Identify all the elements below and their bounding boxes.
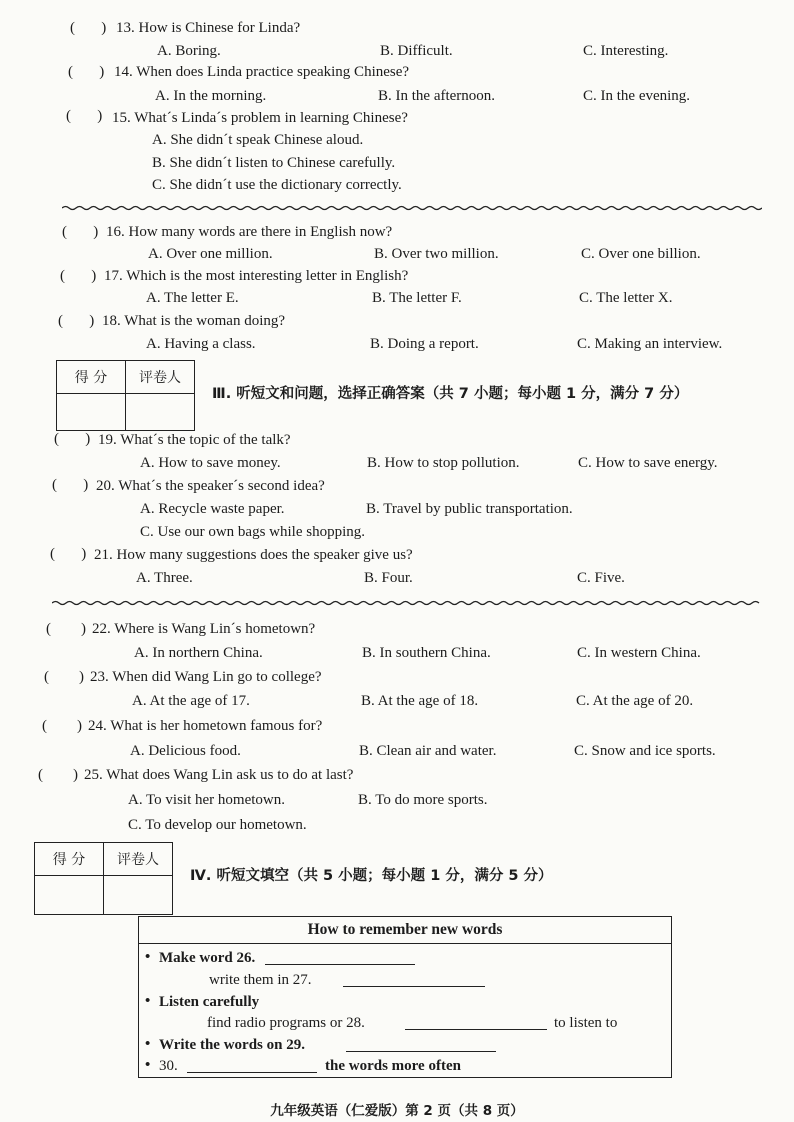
option-24-b: B. Clean air and water. <box>359 743 497 759</box>
grader-cell[interactable] <box>126 394 195 431</box>
option-16-a: A. Over one million. <box>148 246 273 262</box>
question-25: 25. What does Wang Lin ask us to do at last? <box>84 767 354 783</box>
option-25-b: B. To do more sports. <box>358 792 488 808</box>
option-21-b: B. Four. <box>364 570 413 586</box>
option-15-a: A. She didn´t speak Chinese aloud. <box>152 132 364 148</box>
answer-blank-14[interactable]: ( ) <box>68 64 105 80</box>
question-21: 21. How many suggestions does the speaker give us? <box>94 547 413 563</box>
option-22-b: B. In southern China. <box>362 645 491 661</box>
option-19-b: B. How to stop pollution. <box>367 455 520 471</box>
item-28-text: find radio programs or 28. <box>207 1015 365 1031</box>
score-table-section-3 <box>56 360 195 431</box>
answer-blank-13[interactable]: ( ) <box>70 20 107 36</box>
answer-blank-24[interactable]: ( ) <box>42 718 82 734</box>
item-listen-head: Listen carefully <box>159 994 260 1010</box>
option-25-c: C. To develop our hometown. <box>128 817 307 833</box>
grader-label: 评卷人 <box>104 843 173 876</box>
section-3-title: Ⅲ. 听短文和问题，选择正确答案（共 7 小题；每小题 1 分，满分 7 分） <box>212 386 689 402</box>
option-18-c: C. Making an interview. <box>577 336 723 352</box>
score-cell[interactable] <box>35 876 104 915</box>
word-memory-box <box>138 916 672 1078</box>
item-29-head: Write the words on 29. <box>159 1037 305 1053</box>
option-23-b: B. At the age of 18. <box>361 693 479 709</box>
option-17-b: B. The letter F. <box>372 290 462 306</box>
option-14-a: A. In the morning. <box>155 88 267 104</box>
item-27-text: write them in 27. <box>209 972 312 988</box>
score-label: 得 分 <box>57 361 126 394</box>
grader-label: 评卷人 <box>126 361 195 394</box>
option-23-a: A. At the age of 17. <box>132 693 250 709</box>
answer-blank-20[interactable]: ( ) <box>52 477 89 493</box>
section-4-title: Ⅳ. 听短文填空（共 5 小题；每小题 1 分，满分 5 分） <box>190 868 553 884</box>
option-17-c: C. The letter X. <box>579 290 673 306</box>
option-15-c: C. She didn´t use the dictionary correctly. <box>152 177 402 193</box>
score-label: 得 分 <box>35 843 104 876</box>
item-28-tail: to listen to <box>554 1015 618 1031</box>
option-16-b: B. Over two million. <box>374 246 499 262</box>
item-30-tail: the words more often <box>325 1058 461 1074</box>
option-17-a: A. The letter E. <box>146 290 239 306</box>
score-table-section-4 <box>34 842 173 915</box>
option-21-c: C. Five. <box>577 570 625 586</box>
page-footer: 九年级英语（仁爱版）第 2 页（共 8 页） <box>270 1103 524 1119</box>
blank-26[interactable] <box>265 950 415 970</box>
option-13-a: A. Boring. <box>157 43 221 59</box>
option-21-a: A. Three. <box>136 570 193 586</box>
option-19-c: C. How to save energy. <box>578 455 718 471</box>
answer-blank-18[interactable]: ( ) <box>58 313 95 329</box>
question-24: 24. What is her hometown famous for? <box>88 718 323 734</box>
answer-blank-22[interactable]: ( ) <box>46 621 86 637</box>
answer-blank-16[interactable]: ( ) <box>62 224 99 240</box>
bullet-26: • <box>145 949 151 965</box>
wavy-divider <box>52 600 762 606</box>
question-18: 18. What is the woman doing? <box>102 313 286 329</box>
answer-blank-23[interactable]: ( ) <box>44 669 84 685</box>
option-23-c: C. At the age of 20. <box>576 693 694 709</box>
question-19: 19. What´s the topic of the talk? <box>98 432 291 448</box>
option-20-b: B. Travel by public transportation. <box>366 501 573 517</box>
question-14: 14. When does Linda practice speaking Chinese? <box>114 64 410 80</box>
option-22-a: A. In northern China. <box>134 645 263 661</box>
blank-29[interactable] <box>346 1037 496 1057</box>
option-15-b: B. She didn´t listen to Chinese carefully. <box>152 155 396 171</box>
question-17: 17. Which is the most interesting letter in English? <box>104 268 409 284</box>
score-cell[interactable] <box>57 394 126 431</box>
option-24-a: A. Delicious food. <box>130 743 241 759</box>
question-16: 16. How many words are there in English now? <box>106 224 393 240</box>
option-20-c: C. Use our own bags while shopping. <box>140 524 365 540</box>
answer-blank-17[interactable]: ( ) <box>60 268 97 284</box>
answer-blank-21[interactable]: ( ) <box>50 546 87 562</box>
wavy-divider <box>62 205 762 211</box>
option-24-c: C. Snow and ice sports. <box>574 743 716 759</box>
option-25-a: A. To visit her hometown. <box>128 792 285 808</box>
answer-blank-15[interactable]: ( ) <box>66 108 103 124</box>
question-22: 22. Where is Wang Lin´s hometown? <box>92 621 316 637</box>
option-18-a: A. Having a class. <box>146 336 256 352</box>
option-13-c: C. Interesting. <box>583 43 669 59</box>
option-20-a: A. Recycle waste paper. <box>140 501 285 517</box>
answer-blank-25[interactable]: ( ) <box>38 767 78 783</box>
option-19-a: A. How to save money. <box>140 455 281 471</box>
blank-28[interactable] <box>405 1015 547 1035</box>
option-14-b: B. In the afternoon. <box>378 88 496 104</box>
option-16-c: C. Over one billion. <box>581 246 701 262</box>
item-30-num: 30. <box>159 1058 178 1074</box>
bullet-listen: • <box>145 993 151 1009</box>
bullet-30: • <box>145 1057 151 1073</box>
blank-27[interactable] <box>343 972 485 992</box>
question-23: 23. When did Wang Lin go to college? <box>90 669 322 685</box>
option-14-c: C. In the evening. <box>583 88 691 104</box>
blank-30[interactable] <box>187 1058 317 1078</box>
grader-cell[interactable] <box>104 876 173 915</box>
answer-blank-19[interactable]: ( ) <box>54 431 91 447</box>
box-title: How to remember new words <box>139 917 671 944</box>
question-13: 13. How is Chinese for Linda? <box>116 20 301 36</box>
question-15: 15. What´s Linda´s problem in learning Chinese? <box>112 110 408 126</box>
option-13-b: B. Difficult. <box>380 43 453 59</box>
option-18-b: B. Doing a report. <box>370 336 479 352</box>
option-22-c: C. In western China. <box>577 645 701 661</box>
question-20: 20. What´s the speaker´s second idea? <box>96 478 325 494</box>
item-26-head: Make word 26. <box>159 950 256 966</box>
bullet-29: • <box>145 1036 151 1052</box>
